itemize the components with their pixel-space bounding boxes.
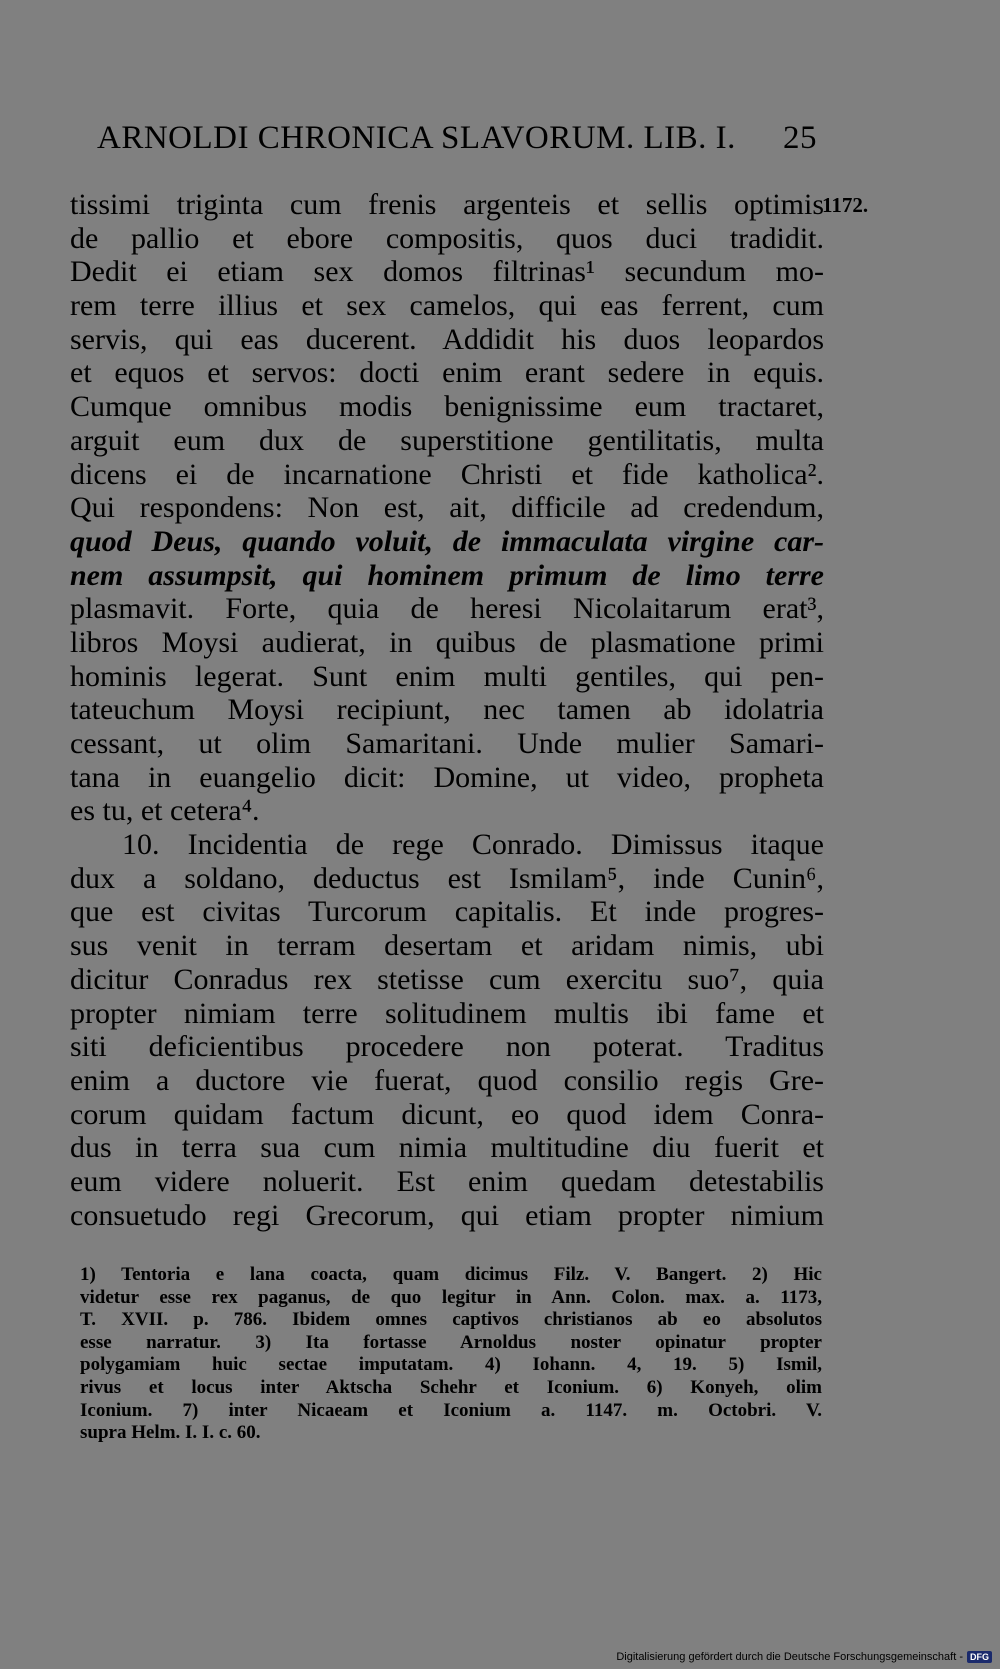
text-line: tateuchum Moysi recipiunt, nec tamen ab idolatria (70, 693, 824, 727)
text-line: hominis legerat. Sunt enim multi gentiles, qui pen- (70, 659, 824, 693)
margin-year-note: 1172. (822, 193, 869, 217)
footnote-line: esse narratur. 3) Ita fortasse Arnoldus noster opinatur propter (80, 1331, 822, 1353)
text-line: que est civitas Turcorum capitalis. Et inde progres- (70, 895, 824, 929)
text-line: corum quidam factum dicunt, eo quod idem Conra- (70, 1097, 824, 1131)
text-line: es tu, et cetera⁴. (70, 794, 260, 828)
text-line: rem terre illius et sex camelos, qui eas ferrent, cum (70, 289, 824, 323)
text-line: libros Moysi audierat, in quibus de plasmatione primi (70, 625, 824, 659)
text-line: sus venit in terram desertam et aridam nimis, ubi (70, 929, 824, 963)
text-line: enim a ductore vie fuerat, quod consilio regis Gre- (70, 1063, 824, 1097)
footnote-line: rivus et locus inter Aktscha Schehr et Iconium. 6) Konyeh, olim (80, 1376, 822, 1398)
digitization-footer (616, 1651, 992, 1663)
text-line: Dedit ei etiam sex domos filtrinas¹ secundum mo- (70, 255, 824, 289)
footnotes (80, 1264, 822, 1445)
text-line: eum videre noluerit. Est enim quedam detestabilis (70, 1164, 824, 1198)
text-line: dicitur Conradus rex stetisse cum exercitu suo⁷, quia (70, 962, 824, 996)
text-line: nem assumpsit, qui hominem primum de limo terre (70, 558, 824, 592)
section-heading-line: 10. Incidentia de rege Conrado. Dimissus itaque (122, 828, 824, 862)
text-line: dux a soldano, deductus est Ismilam⁵, inde Cunin⁶, (70, 861, 824, 895)
header-title: ARNOLDI CHRONICA SLAVORUM. LIB. I. (97, 120, 736, 156)
text-line: tissimi triginta cum frenis argenteis et sellis optimis (70, 188, 824, 221)
footnote-line: 1) Tentoria e lana coacta, quam dicimus Filz. V. Bangert. 2) Hic (80, 1264, 822, 1285)
text-line: tana in euangelio dicit: Domine, ut video, propheta (70, 760, 824, 794)
text-line: servis, qui eas ducerent. Addidit his duos leopardos (70, 322, 824, 356)
text-line: arguit eum dux de superstitione gentilitatis, multa (70, 423, 824, 457)
footer-text: Digitalisierung gefördert durch die Deutsche Forschungsgemeinschaft - (616, 1651, 963, 1663)
main-text (70, 188, 824, 1232)
text-line: plasmavit. Forte, quia de heresi Nicolaitarum erat³, (70, 592, 824, 626)
footnote-line: polygamiam huic sectae imputatam. 4) Iohann. 4, 19. 5) Ismil, (80, 1354, 822, 1376)
text-line: Cumque omnibus modis benignissime eum tractaret, (70, 390, 824, 424)
text-line: cessant, ut olim Samaritani. Unde mulier Samari- (70, 727, 824, 760)
text-line: dicens ei de incarnatione Christi et fide katholica². (70, 457, 824, 491)
text-line: propter nimiam terre solitudinem multis ibi fame et (70, 996, 824, 1030)
text-line: et equos et servos: docti enim erant sedere in equis. (70, 356, 824, 390)
text-line: dus in terra sua cum nimia multitudine diu fuerit et (70, 1131, 824, 1165)
text-line: consuetudo regi Grecorum, qui etiam propter nimium (70, 1198, 824, 1232)
footnote-line: Iconium. 7) inter Nicaeam et Iconium a. 1147. m. Octobri. V. (80, 1399, 822, 1421)
page-number: 25 (783, 120, 817, 156)
footnote-line: supra Helm. I. I. c. 60. (80, 1422, 261, 1444)
footnote-line: videtur esse rex paganus, de quo legitur in Ann. Colon. max. a. 1173, (80, 1286, 822, 1308)
dfg-logo: DFG (967, 1651, 992, 1663)
text-line: quod Deus, quando voluit, de immaculata virgine car- (70, 524, 824, 558)
footnote-line: T. XVII. p. 786. Ibidem omnes captivos christianos ab eo absolutos (80, 1309, 822, 1331)
text-line: de pallio et ebore compositis, quos duci tradidit. (70, 221, 824, 255)
running-header (97, 118, 817, 158)
text-line: Qui respondens: Non est, ait, difficile ad credendum, (70, 491, 824, 525)
text-line: siti deficientibus procedere non poterat. Traditus (70, 1030, 824, 1064)
